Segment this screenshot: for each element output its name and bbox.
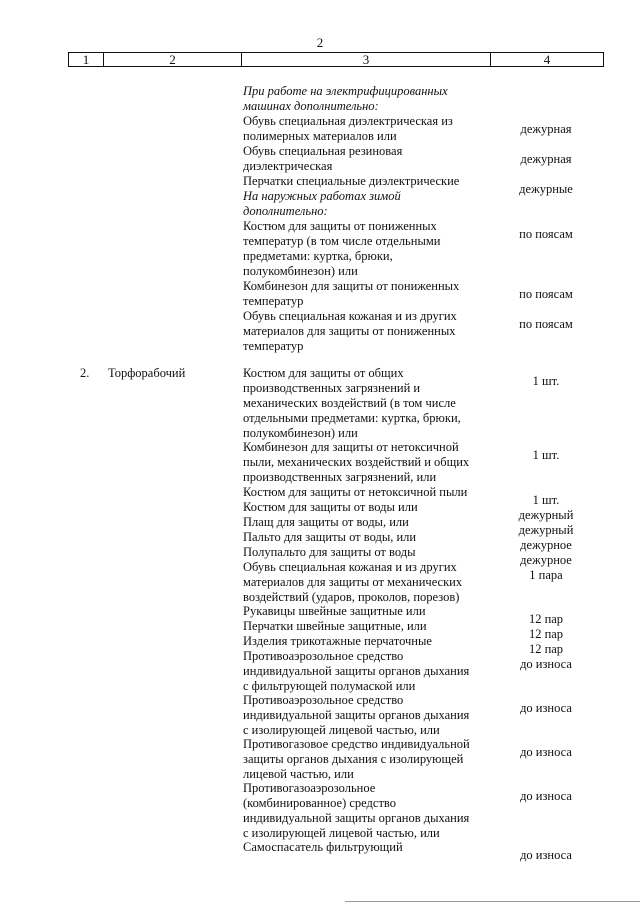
ppe-item-quantity: дежурная <box>520 152 572 166</box>
column-header-1: 1 <box>69 53 104 67</box>
row-number: 2. <box>80 366 90 380</box>
ppe-item-quantity: 12 пар <box>528 612 564 626</box>
ppe-item-quantity: дежурная <box>520 122 572 136</box>
ppe-item-text: Противогазоаэрозольное (комбинированное) средство индивидуальной защиты органов дыхания с изолирующей лицевой частью, или <box>243 781 470 840</box>
ppe-item-quantity: до износа <box>520 657 572 671</box>
ppe-item-quantity: до износа <box>520 745 572 759</box>
ppe-item-text: Комбинезон для защиты от пониженных температур <box>243 279 460 308</box>
ppe-item-quantity: по поясам <box>519 287 573 301</box>
column-header-4: 4 <box>491 53 604 67</box>
ppe-item-text: Пальто для защиты от воды, или <box>243 530 417 544</box>
ppe-item-quantity: 1 шт. <box>532 448 560 462</box>
ppe-item-text: Полупальто для защиты от воды <box>243 545 416 559</box>
ppe-item-text: Перчатки специальные диэлектрические <box>243 174 460 188</box>
column-header-row <box>69 53 604 67</box>
ppe-item-quantity: 12 пар <box>528 642 564 656</box>
ppe-item-quantity: до износа <box>520 789 572 803</box>
page-number: 2 <box>316 35 324 50</box>
ppe-item-text: Обувь специальная диэлектрическая из полимерных материалов или <box>243 114 453 143</box>
column-header-table <box>68 52 604 67</box>
ppe-item-quantity: по поясам <box>519 317 573 331</box>
ppe-item-quantity: 12 пар <box>528 627 564 641</box>
ppe-item-quantity: дежурное <box>520 553 572 567</box>
ppe-item-text: Костюм для защиты от нетоксичной пыли <box>243 485 468 499</box>
ppe-item-quantity: дежурный <box>518 508 574 522</box>
ppe-item-quantity: дежурное <box>520 538 572 552</box>
ppe-item-text: Противогазовое средство индивидуальной защиты органов дыхания с изолирующей лицевой частью, или <box>243 737 470 781</box>
ppe-item-text: Противоаэрозольное средство индивидуальной защиты органов дыхания с изолирующей лицевой частью, или <box>243 693 470 737</box>
ppe-item-quantity: до износа <box>520 701 572 715</box>
ppe-item-text: Костюм для защиты от воды или <box>243 500 418 514</box>
ppe-item-text: Костюм для защиты от общих производственных загрязнений и механических воздействий (в том числе отдельными предметами: куртка, брюки, полукомбинезон) или <box>243 366 461 440</box>
ppe-item-text: Костюм для защиты от пониженных температур (в том числе отдельными предметами: куртка, брюки, полукомбинезон) или <box>243 219 441 278</box>
ppe-item-text: При работе на электрифицированных машинах дополнительно: <box>243 84 448 113</box>
ppe-item-text: Обувь специальная резиновая диэлектрическая <box>243 144 403 173</box>
ppe-item-text: На наружных работах зимой дополнительно: <box>243 189 401 218</box>
ppe-item-text: Противоаэрозольное средство индивидуальной защиты органов дыхания с фильтрующей полумаской или <box>243 649 470 693</box>
ppe-item-quantity: 1 шт. <box>532 493 560 507</box>
ppe-item-text: Обувь специальная кожаная и из других материалов для защиты от пониженных температур <box>243 309 457 353</box>
ppe-item-text: Перчатки швейные защитные, или <box>243 619 427 633</box>
bottom-rule <box>345 901 640 902</box>
column-header-2: 2 <box>104 53 242 67</box>
ppe-item-quantity: 1 шт. <box>532 374 560 388</box>
ppe-item-quantity: дежурный <box>518 523 574 537</box>
ppe-item-text: Самоспасатель фильтрующий <box>243 840 403 854</box>
ppe-item-quantity: до износа <box>520 848 572 862</box>
ppe-item-quantity: 1 пара <box>529 568 563 582</box>
ppe-item-quantity: по поясам <box>519 227 573 241</box>
column-header-3: 3 <box>242 53 491 67</box>
ppe-item-quantity: дежурные <box>519 182 573 196</box>
ppe-item-text: Плащ для защиты от воды, или <box>243 515 409 529</box>
ppe-item-text: Комбинезон для защиты от нетоксичной пыли, механических воздействий и общих производственных загрязнений, или <box>243 440 470 484</box>
profession-name: Торфорабочий <box>108 366 186 380</box>
ppe-item-text: Изделия трикотажные перчаточные <box>243 634 432 648</box>
ppe-item-text: Рукавицы швейные защитные или <box>243 604 426 618</box>
ppe-item-text: Обувь специальная кожаная и из других материалов для защиты от механических воздействий (ударов, проколов, порезов) <box>243 560 463 604</box>
